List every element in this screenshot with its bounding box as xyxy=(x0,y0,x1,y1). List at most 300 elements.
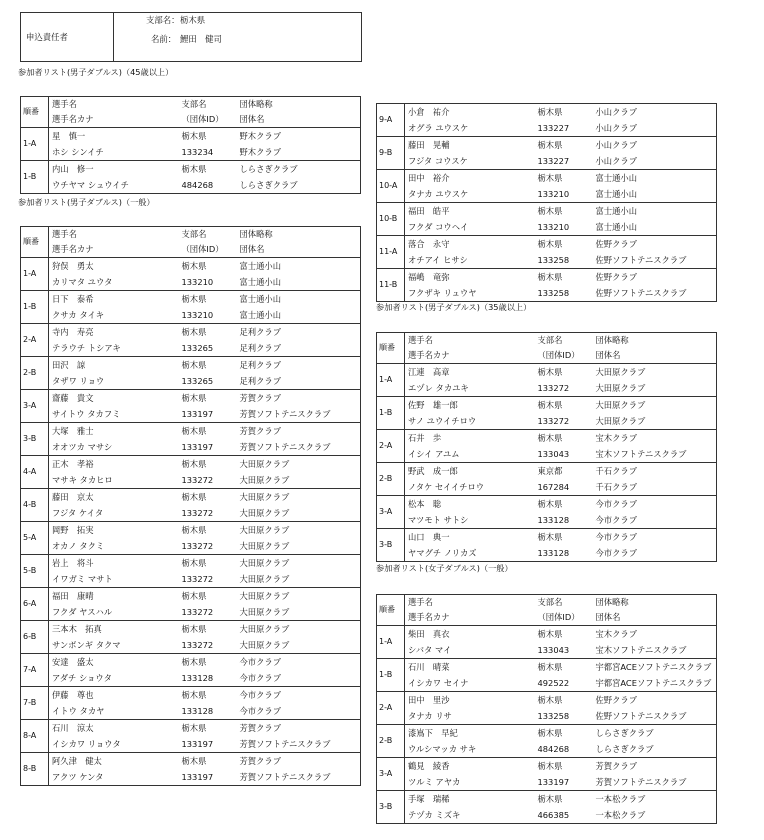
team-id: 133265 xyxy=(181,342,214,353)
player-branch: 栃木県 xyxy=(535,626,593,643)
table-row xyxy=(21,687,361,704)
player-name: 寺内 寿亮 xyxy=(49,324,179,341)
player-name: 石井 歩 xyxy=(405,430,535,447)
team-name: 佐野ソフトテニスクラブ xyxy=(595,287,687,298)
player-kana: オチアイ ヒサシ xyxy=(408,254,468,265)
player-branch: 栃木県 xyxy=(537,106,563,117)
team-id: 133128 xyxy=(181,672,214,683)
player-name: 正木 孝裕 xyxy=(49,456,179,473)
table-row xyxy=(377,758,717,775)
table-row xyxy=(377,120,717,137)
player-kana: シバタ マイ xyxy=(408,644,452,655)
team-id: 133210 xyxy=(537,221,570,232)
player-name: 漆嶌下 早紀 xyxy=(405,725,535,742)
team-abbr: 佐野クラブ xyxy=(593,236,717,253)
team-abbr: 富士通小山 xyxy=(593,203,717,220)
player-kana: オオツカ マサシ xyxy=(52,441,113,452)
table-row xyxy=(377,692,717,709)
table-row xyxy=(377,529,717,546)
team-abbr: 足利クラブ xyxy=(237,357,361,374)
header-player: 選手名 xyxy=(408,597,433,608)
team-name: しらさぎクラブ xyxy=(595,743,654,754)
player-branch: 栃木県 xyxy=(535,659,593,676)
player-branch: 栃木県 xyxy=(179,720,237,737)
entry-id: 8-B xyxy=(21,753,49,786)
header-row xyxy=(21,97,361,113)
entry-id: 11-A xyxy=(377,236,405,269)
table-row xyxy=(377,463,717,480)
table-row xyxy=(377,236,717,253)
team-name: 芳賀ソフトテニスクラブ xyxy=(239,441,331,452)
entry-id: 8-A xyxy=(21,720,49,753)
table-row xyxy=(377,153,717,170)
player-kana: エヅレ タカユキ xyxy=(408,382,469,393)
roster-table xyxy=(376,594,717,824)
team-abbr: 野木クラブ xyxy=(237,128,361,145)
team-name: 芳賀ソフトテニスクラブ xyxy=(239,771,331,782)
table-row xyxy=(21,604,361,621)
player-kana: フクザキ リュウヤ xyxy=(408,287,477,298)
table-row xyxy=(21,571,361,588)
team-id: 133043 xyxy=(537,644,570,655)
player-name: 山口 典一 xyxy=(405,529,535,546)
header-branch: 支部名 xyxy=(181,99,207,110)
table-row xyxy=(377,269,717,286)
entry-id: 1-A xyxy=(377,626,405,659)
entry-id: 1-A xyxy=(377,364,405,397)
team-abbr: 芳賀クラブ xyxy=(237,753,361,770)
caption-men-open: 参加者リスト(男子ダブルス)（一般） xyxy=(18,197,155,207)
table-row xyxy=(21,274,361,291)
player-kana: ヤマグチ ノリカズ xyxy=(408,547,477,558)
team-id: 133227 xyxy=(537,155,570,166)
team-id: 466385 xyxy=(537,809,570,820)
header-kana: 選手名カナ xyxy=(408,612,450,623)
table-row xyxy=(21,324,361,341)
header-team-name: 団体名 xyxy=(239,244,265,255)
table-row xyxy=(21,161,361,178)
table-row xyxy=(377,137,717,154)
player-branch: 栃木県 xyxy=(179,324,237,341)
player-name: 江連 高章 xyxy=(405,364,535,381)
player-branch: 栃木県 xyxy=(179,161,237,178)
table-row xyxy=(377,512,717,529)
team-abbr: 芳賀クラブ xyxy=(237,720,361,737)
table-row xyxy=(21,472,361,489)
team-id: 133272 xyxy=(181,639,214,650)
player-branch: 栃木県 xyxy=(535,529,593,546)
team-name: 小山クラブ xyxy=(595,155,637,166)
table-row xyxy=(377,203,717,220)
player-kana: フジタ ケイタ xyxy=(52,507,104,518)
player-name: 小倉 祐介 xyxy=(408,106,450,117)
player-branch: 栃木県 xyxy=(535,170,593,187)
table-row xyxy=(21,505,361,522)
table-row xyxy=(21,390,361,407)
entry-id: 7-B xyxy=(21,687,49,720)
header-branch: 支部名 xyxy=(537,597,563,608)
team-name: 一本松クラブ xyxy=(595,809,646,820)
table-row xyxy=(377,708,717,725)
player-branch: 栃木県 xyxy=(535,692,593,709)
team-name: 富士通小山 xyxy=(595,221,637,232)
team-id: 133272 xyxy=(537,415,570,426)
team-abbr: 今市クラブ xyxy=(593,529,717,546)
player-name: 日下 泰希 xyxy=(49,291,179,308)
player-kana: タナカ ユウスケ xyxy=(408,188,469,199)
header-row xyxy=(377,610,717,626)
team-name: 大田原クラブ xyxy=(239,606,290,617)
team-abbr: 今市クラブ xyxy=(237,654,361,671)
entry-id: 10-B xyxy=(377,203,405,236)
player-kana: タザワ リョウ xyxy=(52,375,105,386)
applicant-label: 申込責任者 xyxy=(26,32,68,42)
roster-table xyxy=(20,96,361,194)
team-id: 133272 xyxy=(181,474,214,485)
player-branch: 栃木県 xyxy=(179,390,237,407)
player-name: 柴田 真衣 xyxy=(405,626,535,643)
table-row xyxy=(377,252,717,269)
team-abbr: しらさぎクラブ xyxy=(237,161,361,178)
entry-id: 2-A xyxy=(377,430,405,463)
player-kana: アダチ ショウタ xyxy=(52,672,112,683)
table-row xyxy=(377,741,717,758)
header-row xyxy=(377,333,717,349)
header-team-name: 団体名 xyxy=(239,114,265,125)
player-branch: 栃木県 xyxy=(179,258,237,275)
team-name: 今市クラブ xyxy=(239,705,281,716)
team-name: 今市クラブ xyxy=(595,514,637,525)
player-kana: サイトウ タカフミ xyxy=(52,408,121,419)
table-row xyxy=(377,545,717,562)
entry-id: 1-B xyxy=(377,397,405,430)
player-name: 福田 皓平 xyxy=(405,203,535,220)
player-name: 松本 聡 xyxy=(405,496,535,513)
entry-id: 5-B xyxy=(21,555,49,588)
table-row xyxy=(377,413,717,430)
player-kana: イシカワ セイナ xyxy=(408,677,469,688)
player-kana: イシイ アユム xyxy=(408,448,460,459)
team-abbr: 宝木クラブ xyxy=(593,626,717,643)
team-name: 大田原クラブ xyxy=(239,507,290,518)
team-name: 小山クラブ xyxy=(595,122,637,133)
team-abbr: しらさぎクラブ xyxy=(593,725,717,742)
player-branch: 栃木県 xyxy=(179,621,237,638)
entry-id: 1-B xyxy=(377,659,405,692)
team-name: 芳賀ソフトテニスクラブ xyxy=(595,776,687,787)
header-order: 順番 xyxy=(21,97,49,128)
team-id: 133258 xyxy=(537,710,570,721)
team-id: 133272 xyxy=(181,507,214,518)
player-branch: 栃木県 xyxy=(179,489,237,506)
entry-id: 10-A xyxy=(377,170,405,203)
table-row xyxy=(21,555,361,572)
table-row xyxy=(21,753,361,770)
table-row xyxy=(377,446,717,463)
player-kana: フクダ コウヘイ xyxy=(408,221,469,232)
team-id: 133272 xyxy=(181,606,214,617)
table-row xyxy=(377,364,717,381)
table-row xyxy=(21,144,361,161)
table-men35 xyxy=(376,332,716,562)
team-name: 富士通小山 xyxy=(239,276,281,287)
team-abbr: 宇都宮ACEソフトテニスクラブ xyxy=(593,659,717,676)
player-branch: 栃木県 xyxy=(535,430,593,447)
table-row xyxy=(21,588,361,605)
table-row xyxy=(377,725,717,742)
team-id: 133210 xyxy=(537,188,570,199)
team-name: 足利クラブ xyxy=(239,375,281,386)
player-kana: テラウチ トシアキ xyxy=(52,342,121,353)
header-team-id: （団体ID） xyxy=(181,114,224,125)
player-kana: フクダ ヤスハル xyxy=(52,606,113,617)
player-kana: イワガミ マサト xyxy=(52,573,113,584)
table-row xyxy=(21,177,361,194)
player-kana: サンボンギ タクマ xyxy=(52,639,121,650)
entry-id: 6-B xyxy=(21,621,49,654)
team-abbr: 大田原クラブ xyxy=(593,364,717,381)
table-men-open xyxy=(20,226,360,786)
player-name: 内山 修一 xyxy=(49,161,179,178)
team-id: 492522 xyxy=(537,677,570,688)
player-name: 藤田 晃輔 xyxy=(405,137,535,154)
team-abbr: 芳賀クラブ xyxy=(237,423,361,440)
header-player: 選手名 xyxy=(52,99,77,110)
player-branch: 栃木県 xyxy=(535,137,593,154)
caption-men45: 参加者リスト(男子ダブルス)（45歳以上） xyxy=(18,67,174,77)
team-id: 133265 xyxy=(181,375,214,386)
table-row xyxy=(21,703,361,720)
player-name: 野武 成一郎 xyxy=(405,463,535,480)
team-abbr: 大田原クラブ xyxy=(237,456,361,473)
player-kana: ウルシマッカ サキ xyxy=(408,743,477,754)
entry-id: 3-B xyxy=(21,423,49,456)
team-abbr: 今市クラブ xyxy=(237,687,361,704)
branch-value: 栃木県 xyxy=(180,15,206,25)
entry-id: 1-A xyxy=(21,258,49,291)
team-abbr: 富士通小山 xyxy=(237,258,361,275)
team-abbr: 芳賀クラブ xyxy=(593,758,717,775)
table-row xyxy=(377,496,717,513)
header-player: 選手名 xyxy=(408,335,433,346)
roster-table xyxy=(376,103,717,302)
header-row xyxy=(21,112,361,128)
table-row xyxy=(21,489,361,506)
header-kana: 選手名カナ xyxy=(408,350,450,361)
entry-id: 4-A xyxy=(21,456,49,489)
team-id: 133197 xyxy=(181,738,214,749)
player-name: 大塚 雅士 xyxy=(49,423,179,440)
roster-table xyxy=(376,332,717,562)
player-name: 阿久津 健太 xyxy=(49,753,179,770)
team-name: 千石クラブ xyxy=(595,481,637,492)
table-row xyxy=(21,439,361,456)
team-name: 宝木ソフトテニスクラブ xyxy=(595,644,687,655)
header-team-id: （団体ID） xyxy=(181,244,224,255)
team-name: 大田原クラブ xyxy=(239,540,290,551)
table-row xyxy=(377,104,717,121)
team-abbr: 小山クラブ xyxy=(595,106,637,117)
team-abbr: 宝木クラブ xyxy=(593,430,717,447)
team-id: 133197 xyxy=(181,408,214,419)
header-team-abbr: 団体略称 xyxy=(595,597,629,608)
team-name: 大田原クラブ xyxy=(239,573,290,584)
player-branch: 栃木県 xyxy=(179,654,237,671)
header-team-id: （団体ID） xyxy=(537,350,580,361)
player-kana: カリマタ ユウタ xyxy=(52,276,113,287)
player-branch: 栃木県 xyxy=(179,588,237,605)
team-id: 167284 xyxy=(537,481,570,492)
table-men-open-continued xyxy=(376,103,716,302)
table-row xyxy=(21,423,361,440)
team-name: 今市クラブ xyxy=(239,672,281,683)
table-row xyxy=(377,807,717,824)
header-row xyxy=(21,242,361,258)
player-branch: 栃木県 xyxy=(535,758,593,775)
team-name: 芳賀ソフトテニスクラブ xyxy=(239,738,331,749)
table-row xyxy=(21,291,361,308)
team-id: 133197 xyxy=(537,776,570,787)
team-abbr: 佐野クラブ xyxy=(593,692,717,709)
header-team-abbr: 団体略称 xyxy=(239,229,273,240)
team-name: 野木クラブ xyxy=(239,146,281,157)
player-branch: 栃木県 xyxy=(535,203,593,220)
player-branch: 栃木県 xyxy=(179,522,237,539)
player-name: 手塚 瑞稀 xyxy=(405,791,535,808)
player-branch: 栃木県 xyxy=(535,236,593,253)
caption-women-open: 参加者リスト(女子ダブルス)（一般） xyxy=(376,563,513,573)
team-id: 133234 xyxy=(181,146,214,157)
player-kana: ノタケ セイイチロウ xyxy=(408,481,485,492)
player-name: 田沢 諒 xyxy=(49,357,179,374)
player-name: 石川 晴菜 xyxy=(405,659,535,676)
player-kana: オカノ タクミ xyxy=(52,540,105,551)
player-branch: 栃木県 xyxy=(535,791,593,808)
team-id: 133258 xyxy=(537,287,570,298)
entry-id: 6-A xyxy=(21,588,49,621)
team-abbr: 大田原クラブ xyxy=(237,489,361,506)
team-abbr: 大田原クラブ xyxy=(237,555,361,572)
table-row xyxy=(377,675,717,692)
player-kana: イトウ タカヤ xyxy=(52,705,105,716)
table-row xyxy=(21,538,361,555)
team-abbr: 富士通小山 xyxy=(593,170,717,187)
player-kana: テヅカ ミズキ xyxy=(408,809,461,820)
team-abbr: 大田原クラブ xyxy=(237,522,361,539)
entry-id: 3-A xyxy=(21,390,49,423)
player-kana: マサキ タカヒロ xyxy=(52,474,113,485)
entry-id: 4-B xyxy=(21,489,49,522)
table-row xyxy=(377,380,717,397)
player-branch: 栃木県 xyxy=(535,725,593,742)
team-abbr: 足利クラブ xyxy=(237,324,361,341)
roster-table xyxy=(20,226,361,786)
entry-id: 7-A xyxy=(21,654,49,687)
player-name: 鶴見 綾香 xyxy=(405,758,535,775)
caption-men35: 参加者リスト(男子ダブルス)（35歳以上） xyxy=(376,302,532,312)
player-name: 福嶋 竜弥 xyxy=(405,269,535,286)
entry-id: 3-A xyxy=(377,496,405,529)
table-row xyxy=(21,522,361,539)
entry-id: 1-B xyxy=(21,291,49,324)
player-branch: 栃木県 xyxy=(179,753,237,770)
table-women-open xyxy=(376,594,716,824)
table-row xyxy=(21,621,361,638)
table-row xyxy=(21,340,361,357)
team-abbr: 富士通小山 xyxy=(237,291,361,308)
entry-id: 11-B xyxy=(377,269,405,302)
team-id: 133272 xyxy=(537,382,570,393)
header-order: 順番 xyxy=(21,227,49,258)
player-kana: マツモト サトシ xyxy=(408,514,469,525)
player-kana: オグラ ユウスケ xyxy=(408,122,469,133)
table-row xyxy=(21,406,361,423)
header-row xyxy=(21,227,361,243)
header-team-id: （団体ID） xyxy=(537,612,580,623)
player-kana: サノ ユウイチロウ xyxy=(408,415,477,426)
header-row xyxy=(377,595,717,611)
player-name: 福田 康晴 xyxy=(49,588,179,605)
team-id: 133210 xyxy=(181,309,214,320)
team-abbr: 大田原クラブ xyxy=(237,588,361,605)
player-branch: 栃木県 xyxy=(179,128,237,145)
team-name: 足利クラブ xyxy=(239,342,281,353)
team-id: 133043 xyxy=(537,448,570,459)
table-row xyxy=(21,769,361,786)
player-kana: ウチヤマ シュウイチ xyxy=(52,179,129,190)
team-name: 宇都宮ACEソフトテニスクラブ xyxy=(595,677,712,688)
team-id: 484268 xyxy=(181,179,214,190)
header-kana: 選手名カナ xyxy=(52,244,94,255)
team-name: 佐野ソフトテニスクラブ xyxy=(595,710,687,721)
team-id: 133272 xyxy=(181,573,214,584)
team-id: 133128 xyxy=(537,547,570,558)
player-branch: 栃木県 xyxy=(179,687,237,704)
team-name: 今市クラブ xyxy=(595,547,637,558)
table-row xyxy=(21,373,361,390)
team-abbr: 大田原クラブ xyxy=(237,621,361,638)
team-id: 133272 xyxy=(181,540,214,551)
table-row xyxy=(377,219,717,236)
player-name: 佐野 雄一郎 xyxy=(405,397,535,414)
header-branch: 支部名 xyxy=(181,229,207,240)
team-name: 富士通小山 xyxy=(239,309,281,320)
player-branch: 栃木県 xyxy=(179,291,237,308)
player-branch: 東京都 xyxy=(535,463,593,480)
header-branch: 支部名 xyxy=(537,335,563,346)
team-name: 佐野ソフトテニスクラブ xyxy=(595,254,687,265)
branch-label: 支部名： xyxy=(146,15,180,25)
team-name: 大田原クラブ xyxy=(239,474,290,485)
team-name: 芳賀ソフトテニスクラブ xyxy=(239,408,331,419)
player-branch: 栃木県 xyxy=(535,364,593,381)
team-id: 133258 xyxy=(537,254,570,265)
team-id: 133197 xyxy=(181,771,214,782)
table-row xyxy=(21,670,361,687)
applicant-divider xyxy=(113,12,114,62)
table-row xyxy=(377,479,717,496)
team-name: 大田原クラブ xyxy=(595,382,646,393)
table-row xyxy=(21,720,361,737)
entry-id: 2-B xyxy=(377,463,405,496)
table-row xyxy=(21,128,361,145)
header-row xyxy=(377,348,717,364)
table-row xyxy=(377,186,717,203)
player-kana: アクツ ケンタ xyxy=(52,771,104,782)
player-name: 星 慎一 xyxy=(49,128,179,145)
player-name: 伊藤 尊也 xyxy=(49,687,179,704)
table-row xyxy=(377,430,717,447)
